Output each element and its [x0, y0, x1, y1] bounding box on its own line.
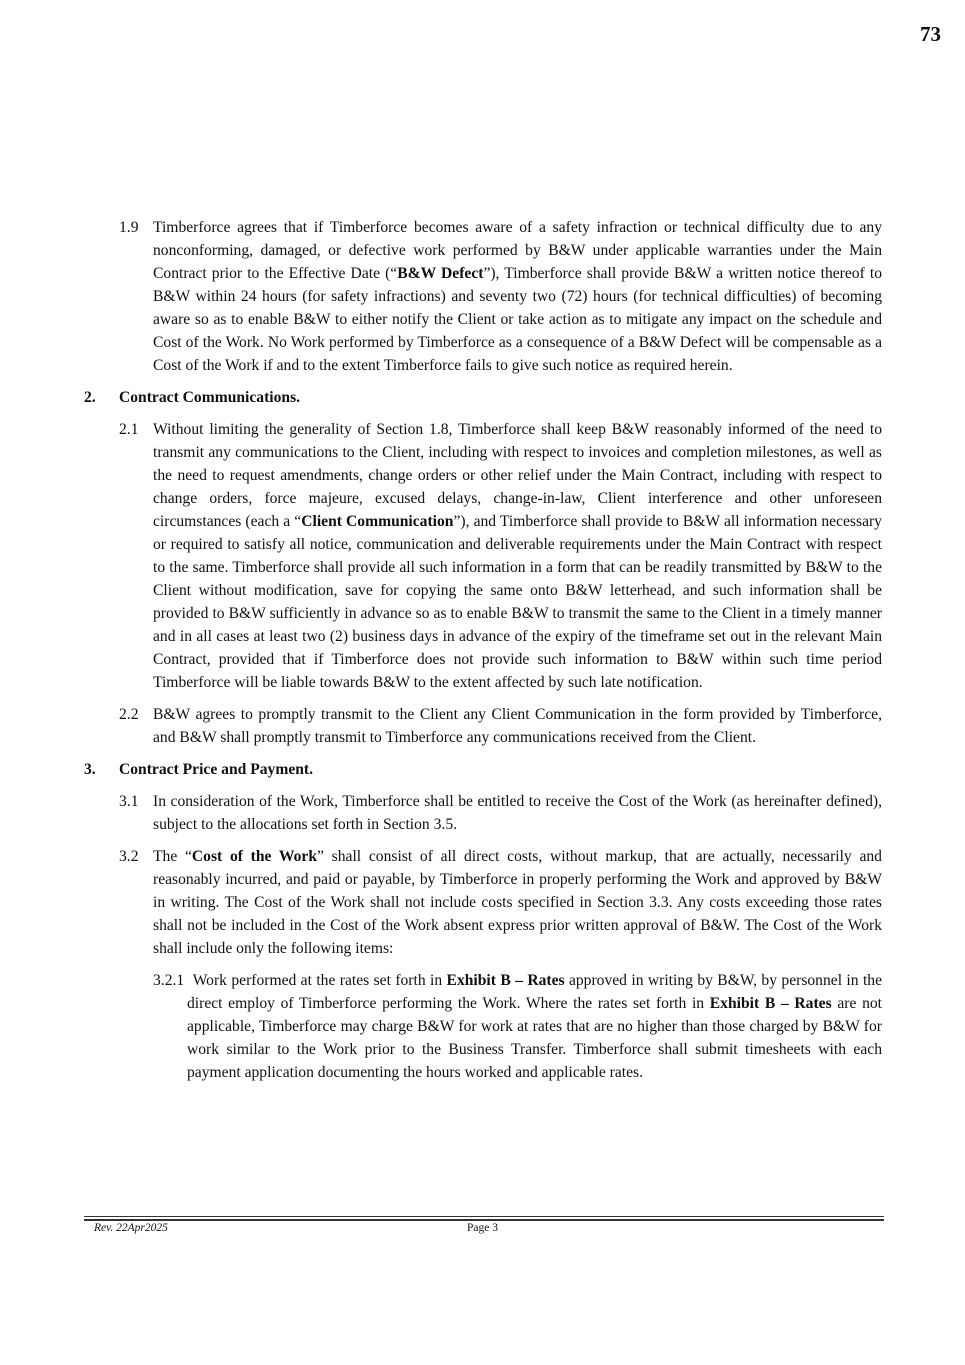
- clause-2-1: [84, 418, 882, 694]
- section-3-heading: [84, 758, 882, 781]
- clause-text-part: ” shall consist of all direct costs, without markup, that are actually, necessarily and reasonably incurred, and paid or payable, by Timberforce in properly performing the Work and approved by B&W in writing. The Cost of the Work shall not include costs specified in Section 3.3. Any costs exceeding those rates shall not be included in the Cost of the Work absent express prior written approval of B&W. The Cost of the Work shall include only the following items:: [153, 848, 882, 957]
- clause-text-part: ”), Timberforce shall provide B&W a written notice thereof to B&W within 24 hours (for safety infractions) and seventy two (72) hours (for technical difficulties) of becoming aware so as to enable B&W to either notify the Client or take action as to mitigate any impact on the schedule and Cost of the Work. No Work performed by Timberforce as a consequence of a B&W Defect will be compensable as a Cost of the Work if and to the extent Timberforce fails to give such notice as required herein.: [153, 265, 882, 374]
- footer-divider: [84, 1216, 884, 1221]
- defined-term: B&W Defect: [397, 265, 484, 282]
- exhibit-reference: Exhibit B – Rates: [709, 995, 832, 1012]
- clause-3-2: [84, 845, 882, 960]
- clause-number: 2.1: [119, 421, 139, 438]
- defined-term: Client Communication: [301, 513, 454, 530]
- page-number: 73: [920, 22, 941, 46]
- clause-text-part: are not applicable, Timberforce may charge B&W for work at rates that are no higher than those charged by B&W for work similar to the Work prior to the Business Transfer. Timberforce shall submit timesheets with each payment application documenting the hours worked and applicable rates.: [187, 995, 882, 1081]
- clause-text-part: ”), and Timberforce shall provide to B&W all information necessary or required to satisfy all notice, communication and deliverable requirements under the Main Contract with respect to the same. Timberforce shall provide all such information in a form that can be readily transmitted by B&W to the Client without modification, save for copying the same onto B&W letterhead, and such information shall be provided to B&W sufficiently in advance so as to enable B&W to transmit the same to the Client in a timely manner and in all cases at least two (2) business days in advance of the expiry of the timeframe set out in the relevant Main Contract, provided that if Timberforce does not provide such information to B&W within such time period Timberforce will be liable towards B&W to the extent affected by such late notification.: [153, 513, 882, 691]
- clause-text-part: Work performed at the rates set forth in: [192, 972, 447, 989]
- clause-text: [153, 216, 882, 377]
- clause-text: B&W agrees to promptly transmit to the Client any Client Communication in the form provided by Timberforce, and B&W shall promptly transmit to Timberforce any communications received from the Client.: [153, 706, 882, 746]
- section-2-heading: [84, 386, 882, 409]
- clause-number: 2.2: [119, 706, 139, 723]
- clause-text-part: approved in writing by B&W, by personnel in the direct employ of Timberforce performing the Work. Where the rates set forth in: [187, 972, 882, 1012]
- clause-text: [153, 845, 882, 960]
- footer-revision: Rev. 22Apr2025: [94, 1222, 168, 1234]
- clause-number: 3.2: [119, 848, 139, 865]
- clause-3-1: [84, 790, 882, 836]
- clause-number: 3.1: [119, 793, 139, 810]
- footer-page-label: Page 3: [467, 1222, 498, 1234]
- clause-text-part: Timberforce agrees that if Timberforce becomes aware of a safety infraction or technical difficulty due to any nonconforming, damaged, or defective work performed by B&W under applicable warranties under the Main Contract prior to the Effective Date (“: [153, 219, 882, 282]
- section-number: 2.: [84, 389, 96, 406]
- section-title: Contract Communications.: [119, 389, 301, 406]
- clause-text: [153, 969, 882, 1084]
- document-body: [84, 216, 882, 1084]
- section-title: Contract Price and Payment.: [119, 761, 314, 778]
- clause-text-part: Without limiting the generality of Section 1.8, Timberforce shall keep B&W reasonably informed of the need to transmit any communications to the Client, including with respect to invoices and completion milestones, as well as the need to request amendments, change orders or other relief under the Main Contract, including with respect to change orders, force majeure, excused delays, change-in-law, Client interference and other unforeseen circumstances (each a “: [153, 421, 882, 530]
- clause-number: 3.2.1: [153, 972, 185, 989]
- clause-1-9: [84, 216, 882, 377]
- section-number: 3.: [84, 761, 96, 778]
- exhibit-reference: Exhibit B – Rates: [446, 972, 565, 989]
- clause-2-2: [84, 703, 882, 749]
- clause-3-2-1: [84, 969, 882, 1084]
- defined-term: Cost of the Work: [191, 848, 318, 865]
- clause-text: In consideration of the Work, Timberforce shall be entitled to receive the Cost of the Work (as hereinafter defined), subject to the allocations set forth in Section 3.5.: [153, 793, 882, 833]
- clause-number: 1.9: [119, 219, 139, 236]
- clause-text: [153, 418, 882, 694]
- clause-text-part: The “: [153, 848, 192, 865]
